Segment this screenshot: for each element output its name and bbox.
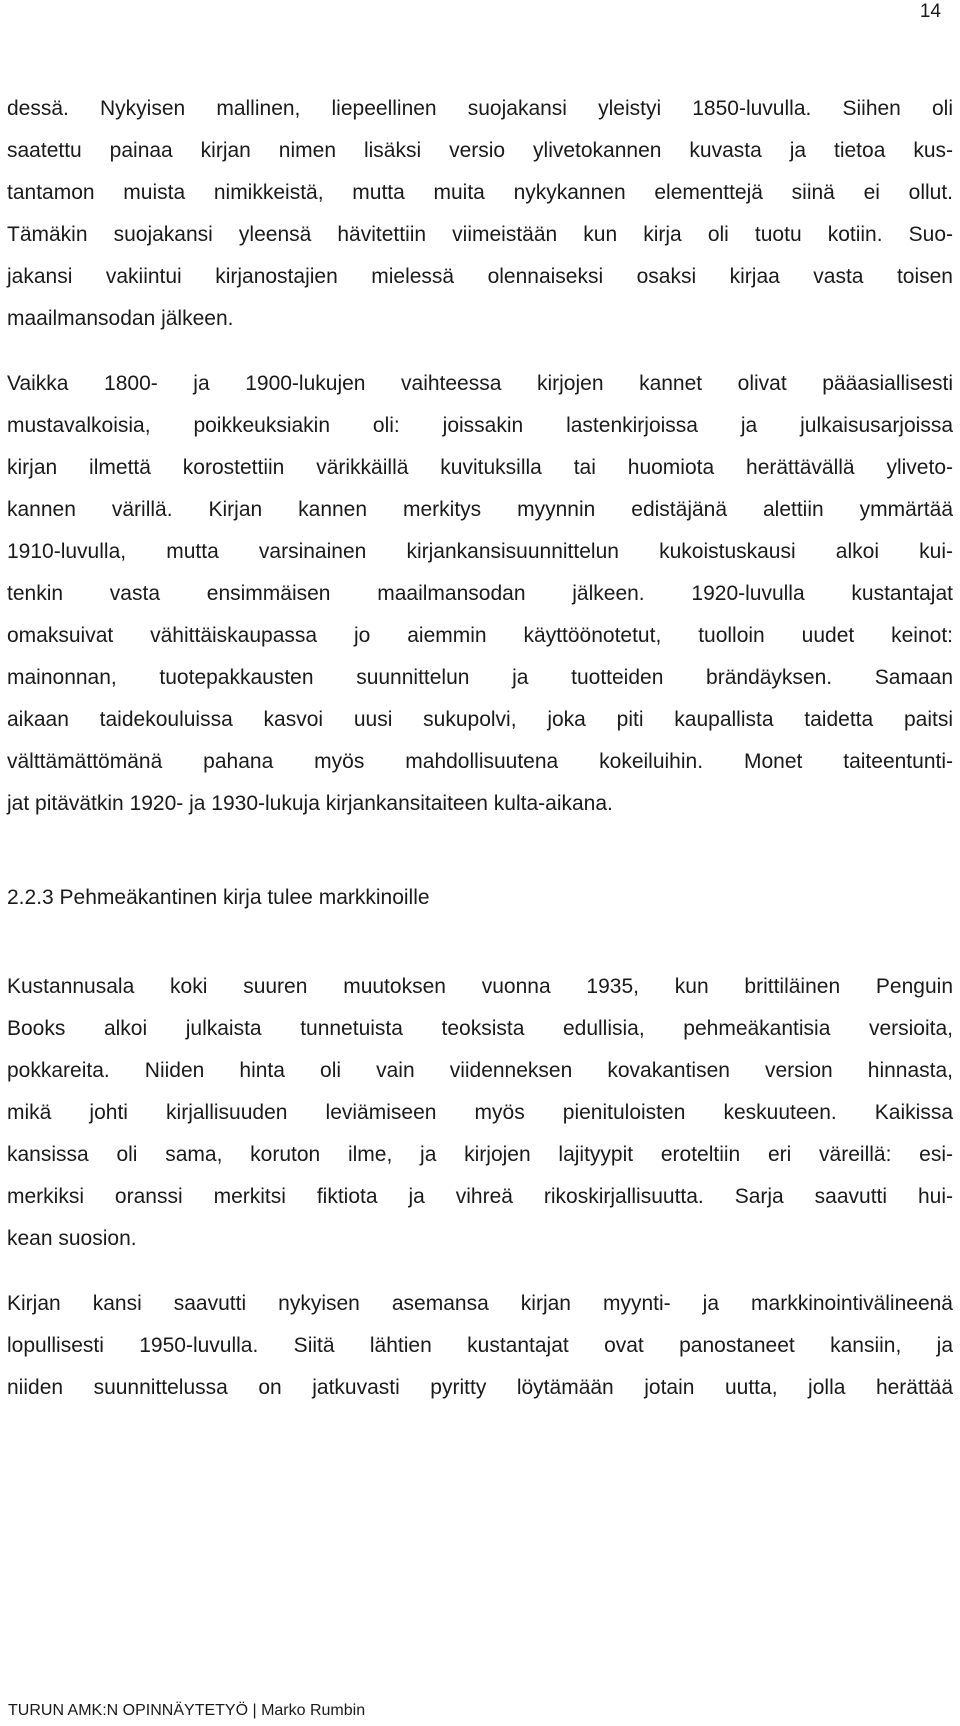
paragraph-2-line-3: kirjan ilmettä korostettiin värikkäillä kuvituksilla tai huomiota herättävällä ylivetо- [7, 456, 953, 479]
paragraph-2-line-2: mustavalkoisia, poikkeuksiakin oli: joissakin lastenkirjoissa ja julkaisusarjoissa [7, 414, 953, 437]
paragraph-3-line-5: kansissa oli sama, koruton ilme, ja kirjojen lajityypit eroteltiin eri väreillä: esi- [7, 1143, 953, 1166]
paragraph-1-line-6: maailmansodan jälkeen. [7, 307, 234, 330]
paragraph-1-line-5: jakansi vakiintui kirjanostajien mielessä olennaiseksi osaksi kirjaa vasta toisen [7, 265, 953, 288]
paragraph-4-line-3: niiden suunnittelussa on jatkuvasti pyritty löytämään jotain uutta, jolla herättää [7, 1376, 953, 1399]
section-heading: 2.2.3 Pehmeäkantinen kirja tulee markkinoille [7, 886, 430, 909]
paragraph-1-line-2: saatettu painaa kirjan nimen lisäksi versio ylivetokannen kuvasta ja tietoa kus- [7, 139, 953, 162]
paragraph-4-line-1: Kirjan kansi saavutti nykyisen asemansa kirjan myynti- ja markkinointivälineenä [7, 1292, 953, 1315]
paragraph-4-line-2: lopullisesti 1950-luvulla. Siitä lähtien kustantajat ovat panostaneet kansiin, ja [7, 1334, 953, 1357]
paragraph-1-line-1: dessä. Nykyisen mallinen, liepeellinen suojakansi yleistyi 1850-luvulla. Siihen oli [7, 97, 953, 120]
paragraph-3-line-4: mikä johti kirjallisuuden leviämiseen myös pienituloisten keskuuteen. Kaikissa [7, 1101, 953, 1124]
paragraph-1-line-3: tantamon muista nimikkeistä, mutta muita nykykannen elementtejä siinä ei ollut. [7, 181, 953, 204]
paragraph-2-line-8: mainonnan, tuotepakkausten suunnittelun ja tuotteiden brändäyksen. Samaan [7, 666, 953, 689]
page-footer: TURUN AMK:N OPINNÄYTETYÖ | Marko Rumbin [8, 1702, 366, 1719]
paragraph-2-line-11: jat pitävätkin 1920- ja 1930-lukuja kirjankansitaiteen kulta-aikana. [7, 792, 613, 815]
paragraph-2-line-5: 1910-luvulla, mutta varsinainen kirjankansisuunnittelun kukoistuskausi alkoi kui- [7, 540, 953, 563]
paragraph-3-line-7: kean suosion. [7, 1227, 137, 1250]
paragraph-2-line-10: välttämättömänä pahana myös mahdollisuutena kokeiluihin. Monet taiteentunti- [7, 750, 953, 773]
paragraph-1-line-4: Tämäkin suojakansi yleensä hävitettiin viimeistään kun kirja oli tuotu kotiin. Suo- [7, 223, 953, 246]
page-number: 14 [919, 1, 941, 22]
paragraph-2-line-4: kannen värillä. Kirjan kannen merkitys myynnin edistäjänä alettiin ymmärtää [7, 498, 953, 521]
paragraph-3-line-2: Books alkoi julkaista tunnetuista teoksista edullisia, pehmeäkantisia versioita, [7, 1017, 953, 1040]
paragraph-3-line-6: merkiksi oranssi merkitsi fiktiota ja vihreä rikoskirjallisuutta. Sarja saavutti hui- [7, 1185, 953, 1208]
paragraph-2-line-7: omaksuivat vähittäiskaupassa jo aiemmin käyttöönotetut, tuolloin uudet keinot: [7, 624, 953, 647]
paragraph-2-line-6: tenkin vasta ensimmäisen maailmansodan jälkeen. 1920-luvulla kustantajat [7, 582, 953, 605]
paragraph-2-line-9: aikaan taidekouluissa kasvoi uusi sukupolvi, joka piti kaupallista taidetta paitsi [7, 708, 953, 731]
paragraph-3-line-1: Kustannusala koki suuren muutoksen vuonna 1935, kun brittiläinen Penguin [7, 975, 953, 998]
paragraph-3-line-3: pokkareita. Niiden hinta oli vain viidenneksen kovakantisen version hinnasta, [7, 1059, 953, 1082]
paragraph-2-line-1: Vaikka 1800- ja 1900-lukujen vaihteessa kirjojen kannet olivat pääasiallisesti [7, 372, 953, 395]
